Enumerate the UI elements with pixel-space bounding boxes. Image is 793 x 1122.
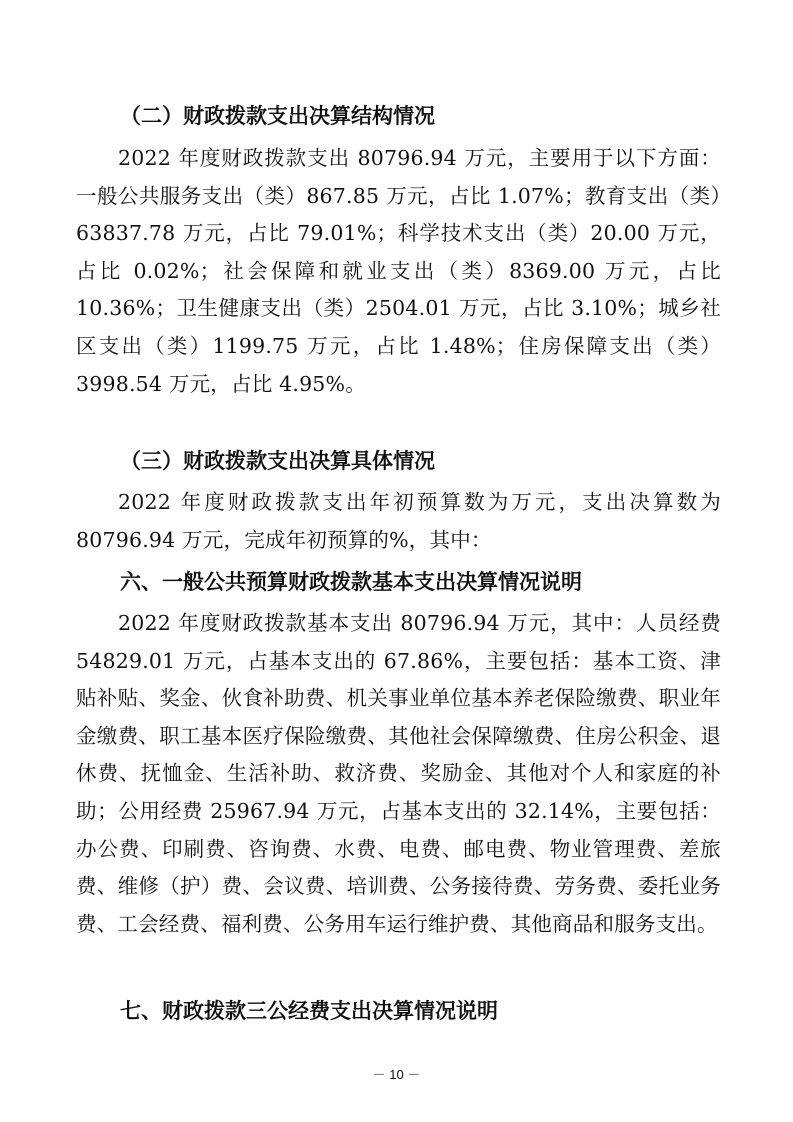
section-heading-6: 六、一般公共预算财政拨款基本支出决算情况说明 [120, 570, 582, 594]
section-paragraph-6: 2022 年度财政拨款基本支出 80796.94 万元，其中：人员经费 54829.01 万元，占基本支出的 67.86%，主要包括：基本工资、津贴补贴、奖金、伙食补助费、机关事业单位基本养老保险缴费、职业年金缴费、职工基本医疗保险缴费、其他社会保障缴费、住房公积金、退休费、抚恤金、生活补助、救济费、奖励金、其他对个人和家庭的补助；公用经费 25967.94 万元，占基本支出的 32.14%，主要包括：办公费、印刷费、咨询费、水费、电费、邮电费、物业管理费、差旅费、维修（护）费、会议费、培训费、公务接待费、劳务费、委托业务费、工会经费、福利费、公务用车运行维护费、其他商品和服务支出。 [76, 611, 721, 936]
page-number: － 10 － [372, 1067, 421, 1082]
section-heading-2: （二）财政拨款支出决算结构情况 [120, 104, 435, 128]
section-heading-7: 七、财政拨款三公经费支出决算情况说明 [120, 999, 498, 1023]
section-heading-3: （三）财政拨款支出决算具体情况 [120, 449, 435, 473]
section-paragraph-2: 2022 年度财政拨款支出 80796.94 万元，主要用于以下方面：一般公共服务支出（类）867.85 万元，占比 1.07%；教育支出（类）63837.78 万元，占比 79.01%；科学技术支出（类）20.00 万元，占比 0.02%；社会保障和就业支出（类）8369.00 万元，占比 10.36%；卫生健康支出（类）2504.01 万元，占比 3.10%；城乡社区支出（类）1199.75 万元，占比 1.48%；住房保障支出（类）3998.54 万元，占比 4.95%。 [76, 146, 721, 396]
section-paragraph-3: 2022 年度财政拨款支出年初预算数为万元，支出决算数为 80796.94 万元，完成年初预算的%，其中： [76, 490, 721, 552]
